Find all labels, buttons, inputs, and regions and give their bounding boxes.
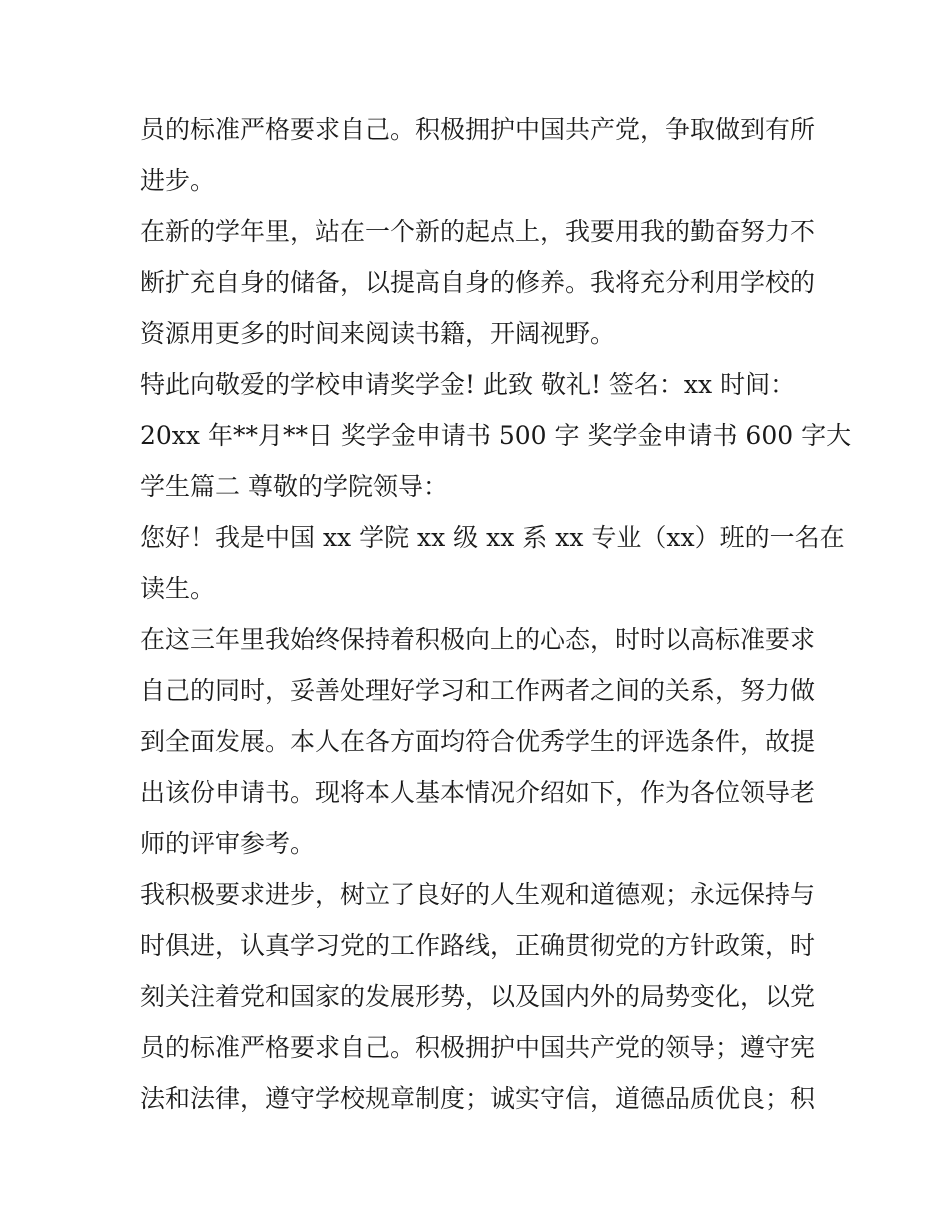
- text-line: 自己的同时，妥善处理好学习和工作两者之间的关系，努力做: [140, 676, 816, 705]
- text-line: 我积极要求进步，树立了良好的人生观和道德观；永远保持与: [140, 880, 816, 909]
- text-line: 断扩充自身的储备，以提高自身的修养。我将充分利用学校的: [140, 268, 816, 297]
- text-line: 刻关注着党和国家的发展形势，以及国内外的局势变化，以党: [140, 982, 816, 1011]
- text-line: 资源用更多的时间来阅读书籍，开阔视野。: [140, 319, 616, 348]
- text-line: 特此向敬爱的学校申请奖学金! 此致 敬礼! 签名：xx 时间：: [140, 370, 796, 399]
- text-line: 时俱进，认真学习党的工作路线，正确贯彻党的方针政策，时: [140, 931, 816, 960]
- text-line: 读生。: [140, 574, 216, 603]
- text-line: 法和法律，遵守学校规章制度；诚实守信，道德品质优良；积: [140, 1084, 816, 1113]
- text-line: 员的标准严格要求自己。积极拥护中国共产党，争取做到有所: [140, 115, 816, 144]
- text-line: 在这三年里我始终保持着积极向上的心态，时时以高标准要求: [140, 625, 816, 654]
- text-line: 您好！我是中国 xx 学院 xx 级 xx 系 xx 专业（xx）班的一名在: [140, 523, 845, 552]
- text-line: 出该份申请书。现将本人基本情况介绍如下，作为各位领导老: [140, 778, 816, 807]
- text-line: 到全面发展。本人在各方面均符合优秀学生的评选条件，故提: [140, 727, 816, 756]
- document-body: [140, 104, 852, 1124]
- text-line: 20xx 年**月**日 奖学金申请书 500 字 奖学金申请书 600 字大: [140, 421, 852, 450]
- text-line: 在新的学年里，站在一个新的起点上，我要用我的勤奋努力不: [140, 217, 816, 246]
- text-line: 学生篇二 尊敬的学院领导：: [140, 472, 448, 501]
- text-line: 员的标准严格要求自己。积极拥护中国共产党的领导；遵守宪: [140, 1033, 816, 1062]
- text-line: 进步。: [140, 166, 216, 195]
- text-line: 师的评审参考。: [140, 829, 316, 858]
